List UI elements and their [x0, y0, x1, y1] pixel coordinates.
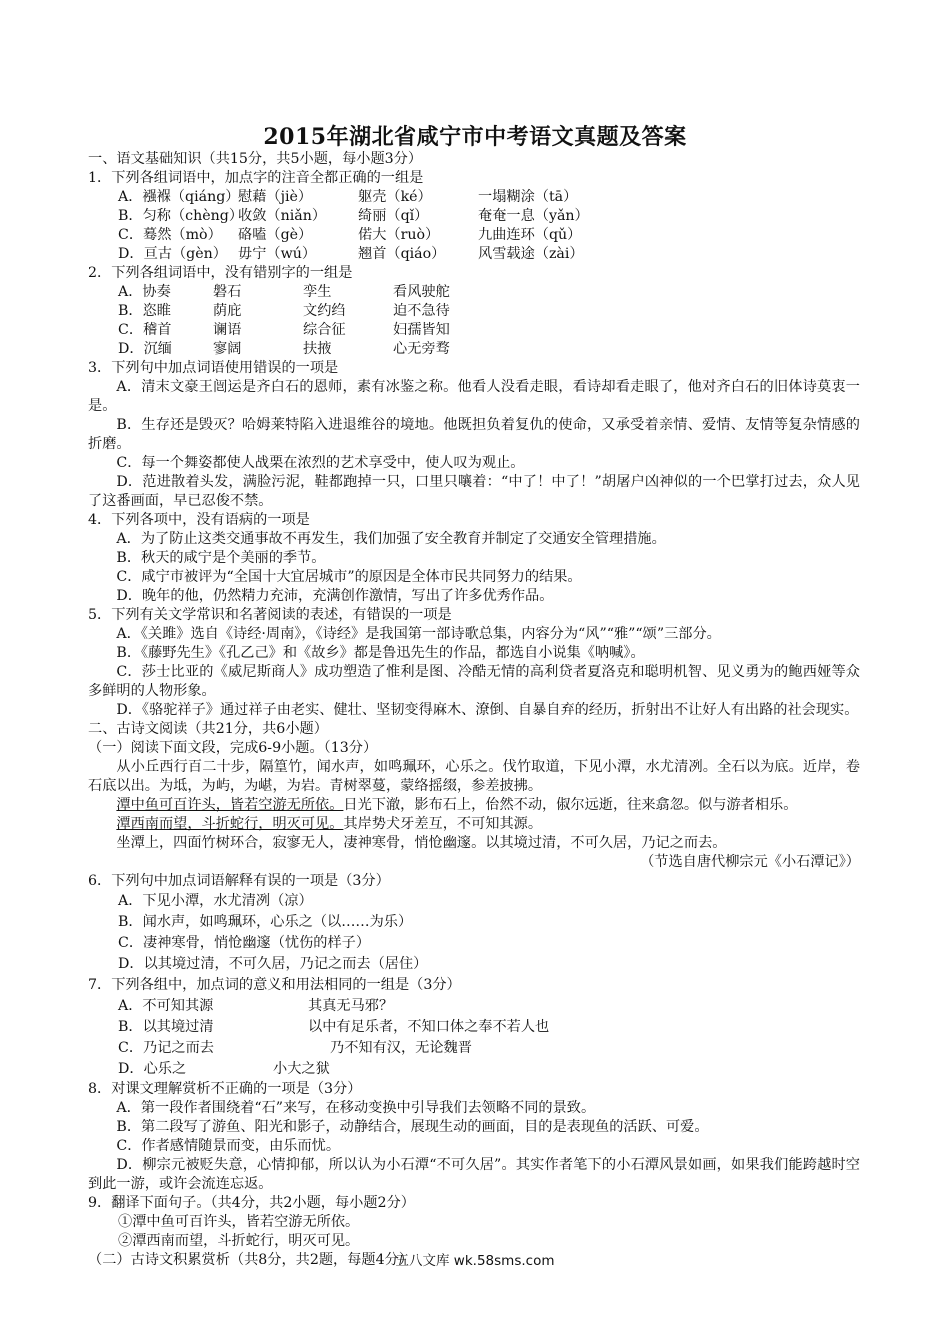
q5-option-a: A．《关雎》选自《诗经·周南》，《诗经》是我国第一部诗歌总集，内容分为“风”“雅”“颂”三部分。 [116, 626, 721, 642]
q4-option-d: D．晚年的他，仍然精力充沛，充满创作激情，写出了许多优秀作品。 [116, 588, 554, 604]
q5-option-d: D．《骆驼祥子》通过祥子由老实、健壮、坚韧变得麻木、潦倒、自暴自弃的经历，折射出不让好人有出路的社会现实。 [116, 702, 859, 718]
passage-paragraph-3-rest: 其岸势犬牙差互，不可知其源。 [343, 816, 543, 832]
question-6: 6．下列句中加点词语解释有误的一项是（3分） [88, 873, 390, 889]
q4-option-b: B．秋天的咸宁是个美丽的季节。 [116, 550, 326, 566]
q2-option-c: C．稽首 谰语 综合征 妇孺皆知 [118, 322, 450, 338]
page-footer: 五八文库 wk.58sms.com [395, 1253, 555, 1269]
question-5: 5．下列有关文学常识和名著阅读的表述，有错误的一项是 [88, 607, 452, 623]
q3-option-d: D．范进散着头发，满脸污泥，鞋都跑掉一只，口里只嚷着：“中了！中了！”胡屠户凶神似的一个巴掌打过去，众人见了这番画面，早已忍俊不禁。 [88, 474, 860, 509]
q8-option-d: D．柳宗元被贬失意，心情抑郁，所以认为小石潭“不可久居”。其实作者笔下的小石潭风景如画，如果我们能跨越时空到此一游，或许会流连忘返。 [88, 1157, 860, 1192]
q8-option-a: A．第一段作者围绕着“石”来写，在移动变换中引导我们去领略不同的景致。 [116, 1100, 596, 1116]
q6-option-b: B．闻水声，如鸣珮环，心乐之（以……为乐） [118, 914, 413, 930]
passage-paragraph-2-rest: 日光下澈，影布石上，佁然不动，俶尔远逝，往来翕忽。似与游者相乐。 [343, 797, 798, 813]
question-3: 3．下列句中加点词语使用错误的一项是 [88, 360, 339, 376]
passage-paragraph-3 [88, 815, 860, 834]
q1-option-b: B．匀称（chèng） 收敛（niǎn） 绮丽（qǐ） 奄奄一息（yǎn） [118, 208, 589, 224]
passage-source: （节选自唐代柳宗元《小石潭记》） [640, 854, 860, 870]
q3-option-b: B．生存还是毁灭？哈姆莱特陷入进退维谷的境地。他既担负着复仇的使命，又承受着亲情、爱情、友情等复杂情感的折磨。 [88, 417, 860, 452]
underlined-sentence-2: 潭西南而望，斗折蛇行，明灭可见。 [116, 816, 344, 832]
q5-option-c: C．莎士比亚的《威尼斯商人》成功塑造了惟利是图、冷酷无情的高利贷者夏洛克和聪明机智、见义勇为的鲍西娅等众多鲜明的人物形象。 [88, 664, 860, 699]
q6-option-a: A．下见小潭，水尤清冽（凉） [118, 893, 313, 909]
q2-option-a: A．协奏 磐石 孪生 看风驶舵 [118, 284, 450, 300]
q8-option-c: C．作者感情随景而变，由乐而忧。 [116, 1138, 341, 1154]
q6-option-c: C．凄神寒骨，悄怆幽邃（忧伤的样子） [118, 935, 371, 951]
question-9: 9．翻译下面句子。（共4分，共2小题，每小题2分） [88, 1195, 415, 1211]
passage-paragraph-1: 从小丘西行百二十步，隔篁竹，闻水声，如鸣珮环，心乐之。伐竹取道，下见小潭，水尤清冽。全石以为底。近岸，卷石底以出。为坻，为屿，为嵁，为岩。青树翠蔓，蒙络摇缀，参差披拂。 [88, 759, 860, 794]
subsection-1-heading: （一）阅读下面文段，完成6-9小题。（13分） [88, 740, 378, 756]
question-4: 4．下列各项中，没有语病的一项是 [88, 512, 310, 528]
document-title: 2015年湖北省咸宁市中考语文真题及答案 [263, 124, 687, 150]
q1-option-c: C．蓦然（mò） 硌嗑（gè） 偌大（ruò） 九曲连环（qǔ） [118, 227, 582, 243]
q9-sentence-1: ①潭中鱼可百许头，皆若空游无所依。 [118, 1214, 360, 1230]
q4-option-a: A．为了防止这类交通事故不再发生，我们加强了安全教育并制定了交通安全管理措施。 [116, 531, 666, 547]
q2-option-b: B．恣睢 荫庇 文约绉 迫不急待 [118, 303, 450, 319]
q2-option-d: D．沉缅 寥阔 扶掖 心无旁骛 [118, 341, 450, 357]
q7-option-c: C．乃记之而去 乃不知有汉，无论魏晋 [118, 1040, 472, 1056]
q7-option-b: B．以其境过清 以中有足乐者，不知口体之奉不若人也 [118, 1019, 550, 1035]
q7-option-a: A．不可知其源 其真无马邪？ [118, 998, 394, 1014]
question-2: 2．下列各组词语中，没有错别字的一组是 [88, 265, 353, 281]
q3-option-c: C．每一个舞姿都使人战栗在浓烈的艺术享受中，使人叹为观止。 [116, 455, 525, 471]
q5-option-b: B．《藤野先生》《孔乙己》和《故乡》都是鲁迅先生的作品，都选自小说集《呐喊》。 [116, 645, 645, 661]
section-2-heading: 二、古诗文阅读（共21分，共6小题） [88, 721, 328, 737]
q8-option-b: B．第二段写了游鱼、阳光和影子，动静结合，展现生动的画面，目的是表现鱼的活跃、可爱。 [116, 1119, 709, 1135]
subsection-2-heading: （二）古诗文积累赏析（共8分，共2题，每题4分） [88, 1252, 414, 1268]
q7-option-d: D．心乐之 小大之狱 [118, 1061, 330, 1077]
question-8: 8．对课文理解赏析不正确的一项是（3分） [88, 1081, 362, 1097]
underlined-sentence-1: 潭中鱼可百许头，皆若空游无所依。 [116, 797, 344, 813]
passage-paragraph-4: 坐潭上，四面竹树环合，寂寥无人，凄神寒骨，悄怆幽邃。以其境过清，不可久居，乃记之而去。 [116, 835, 727, 851]
q1-option-a: A．襁褓（qiáng） 慰藉（jiè） 躯壳（ké） 一塌糊涂（tā） [118, 189, 578, 205]
q3-option-a: A．清末文豪王闿运是齐白石的恩师，素有冰鉴之称。他看人没看走眼，看诗却看走眼了，他对齐白石的旧体诗莫衷一是。 [88, 379, 860, 414]
document-body [88, 150, 860, 1270]
q4-option-c: C．咸宁市被评为“全国十大宜居城市”的原因是全体市民共同努力的结果。 [116, 569, 582, 585]
question-1: 1．下列各组词语中，加点字的注音全都正确的一组是 [88, 170, 424, 186]
question-7: 7．下列各组中，加点词的意义和用法相同的一组是（3分） [88, 977, 461, 993]
q6-option-d: D．以其境过清，不可久居，乃记之而去（居住） [118, 956, 428, 972]
passage-paragraph-2 [88, 796, 860, 815]
q1-option-d: D．亘古（gèn） 毋宁（wú） 翘首（qiáo） 风雪载途（zài） [118, 246, 584, 262]
section-1-heading: 一、语文基础知识（共15分，共5小题，每小题3分） [88, 151, 423, 167]
q9-sentence-2: ②潭西南而望，斗折蛇行，明灭可见。 [118, 1233, 360, 1249]
